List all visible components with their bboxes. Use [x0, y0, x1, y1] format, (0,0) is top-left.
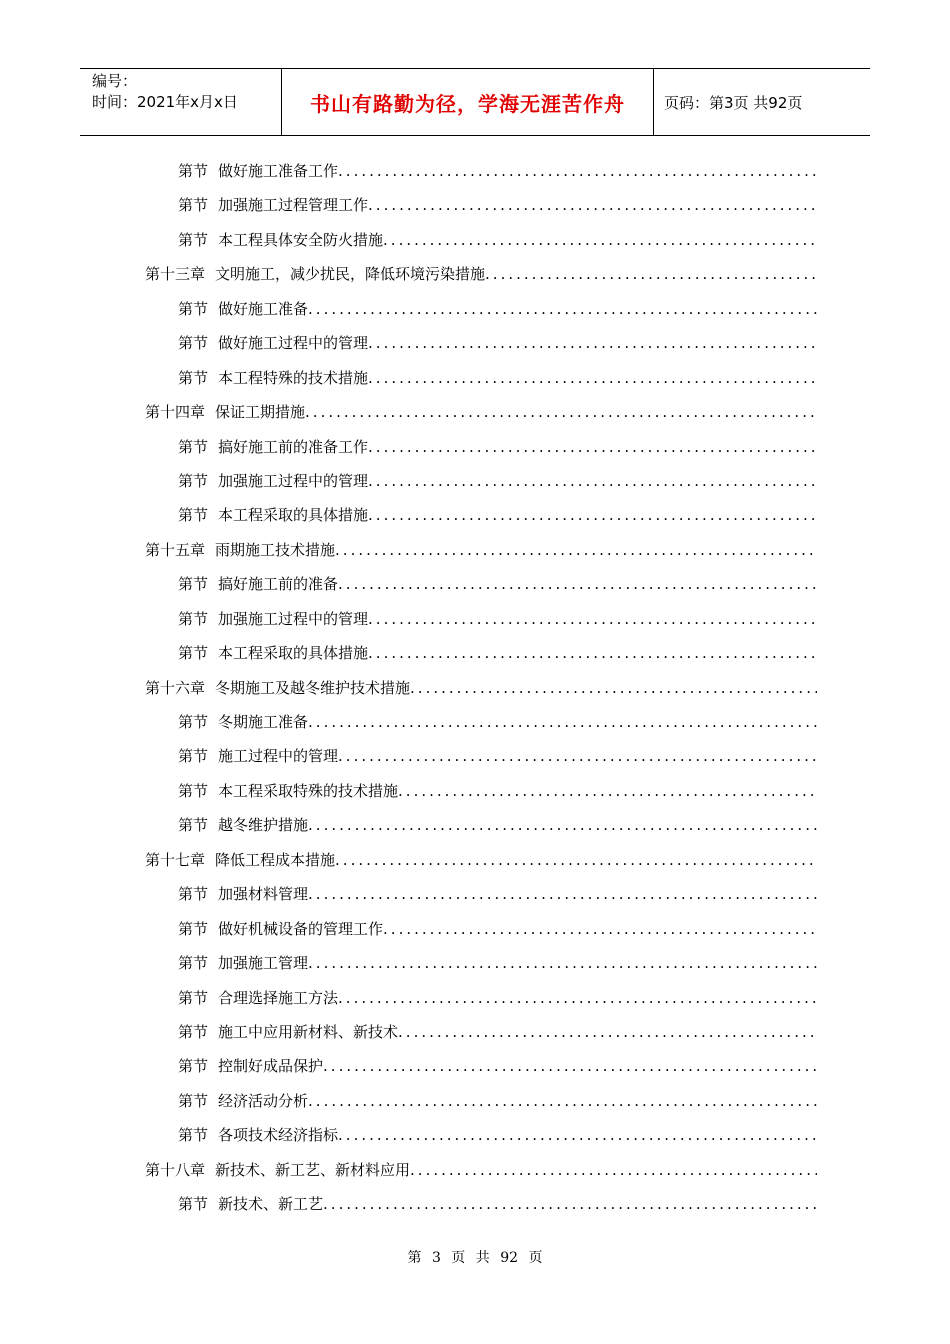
toc-section-row[interactable] [145, 602, 817, 636]
toc-dot-leader [338, 154, 817, 188]
toc-entry-title: 控制好成品保护 [218, 1057, 324, 1076]
toc-entry-label: 第节 [178, 506, 209, 525]
toc-dot-leader [368, 498, 817, 532]
toc-chapter-row[interactable] [145, 533, 817, 567]
toc-entry-title: 雨期施工技术措施 [215, 540, 336, 559]
toc-dot-leader [410, 671, 817, 705]
toc-entry-label: 第节 [178, 230, 209, 249]
toc-dot-leader [398, 774, 817, 808]
toc-entry-title: 加强施工管理 [218, 954, 309, 973]
header-page-info: 页码：第3页 共92页 [664, 93, 803, 112]
header-motto-cell [282, 69, 654, 135]
toc-section-row[interactable] [145, 912, 817, 946]
header-page-info-cell [654, 69, 870, 135]
toc-dot-leader [338, 739, 817, 773]
toc-section-row[interactable] [145, 705, 817, 739]
page-header [80, 68, 870, 136]
time-label: 时间：2021年x月x日 [92, 93, 238, 111]
toc-section-row[interactable] [145, 636, 817, 670]
toc-entry-title: 搞好施工前的准备工作 [218, 437, 369, 456]
toc-entry-title: 保证工期措施 [215, 403, 306, 422]
toc-section-row[interactable] [145, 946, 817, 980]
toc-dot-leader [368, 188, 817, 222]
toc-dot-leader [323, 1049, 817, 1083]
toc-entry-label: 第十八章 [145, 1160, 206, 1179]
toc-entry-label: 第节 [178, 747, 209, 766]
toc-section-row[interactable] [145, 430, 817, 464]
toc-entry-label: 第节 [178, 196, 209, 215]
toc-dot-leader [410, 1153, 817, 1187]
toc-chapter-row[interactable] [145, 1153, 817, 1187]
toc-entry-title: 冬期施工准备 [218, 713, 309, 731]
toc-section-row[interactable] [145, 567, 817, 601]
toc-dot-leader [335, 843, 817, 877]
toc-entry-label: 第十四章 [145, 403, 206, 422]
toc-section-row[interactable] [145, 1118, 817, 1152]
toc-entry-label: 第节 [178, 437, 209, 456]
toc-entry-title: 文明施工，减少扰民，降低环境污染措施 [215, 265, 486, 284]
toc-entry-label: 第节 [178, 334, 209, 353]
toc-dot-leader [485, 257, 817, 291]
toc-chapter-row[interactable] [145, 671, 817, 705]
toc-dot-leader [338, 981, 817, 1015]
toc-entry-label: 第节 [178, 954, 209, 973]
toc-entry-title: 本工程采取的具体措施 [218, 506, 369, 525]
toc-entry-title: 本工程采取的具体措施 [218, 644, 369, 663]
toc-entry-title: 做好施工过程中的管理 [218, 334, 369, 353]
toc-entry-title: 做好施工准备 [218, 299, 309, 318]
toc-entry-title: 新技术、新工艺 [218, 1195, 324, 1214]
toc-entry-title: 冬期施工及越冬维护技术措施 [215, 678, 411, 697]
toc-section-row[interactable] [145, 464, 817, 498]
toc-section-row[interactable] [145, 1049, 817, 1083]
toc-entry-label: 第节 [178, 988, 209, 1007]
toc-entry-label: 第节 [178, 781, 209, 800]
toc-entry-label: 第节 [178, 1195, 209, 1214]
table-of-contents [145, 154, 817, 1222]
toc-dot-leader [368, 430, 817, 464]
toc-section-row[interactable] [145, 1015, 817, 1049]
toc-entry-label: 第十七章 [145, 850, 206, 869]
toc-entry-label: 第节 [178, 713, 209, 731]
toc-section-row[interactable] [145, 188, 817, 222]
toc-entry-title: 新技术、新工艺、新材料应用 [215, 1160, 411, 1179]
toc-section-row[interactable] [145, 1084, 817, 1118]
toc-entry-label: 第节 [178, 471, 209, 490]
toc-dot-leader [338, 567, 817, 601]
toc-dot-leader [368, 326, 817, 360]
toc-entry-label: 第节 [178, 609, 209, 628]
toc-entry-title: 合理选择施工方法 [218, 988, 339, 1007]
toc-dot-leader [308, 877, 817, 911]
toc-dot-leader [308, 705, 817, 739]
toc-dot-leader [368, 464, 817, 498]
toc-dot-leader [308, 292, 817, 326]
number-label: 编号： [92, 72, 138, 90]
toc-entry-label: 第节 [178, 816, 209, 835]
toc-dot-leader [338, 1118, 817, 1152]
toc-entry-title: 越冬维护措施 [218, 816, 309, 835]
toc-section-row[interactable] [145, 877, 817, 911]
toc-dot-leader [308, 808, 817, 842]
toc-entry-title: 加强施工过程中的管理 [218, 471, 369, 490]
toc-entry-title: 加强施工过程中的管理 [218, 609, 369, 628]
toc-entry-title: 加强材料管理 [218, 885, 309, 904]
toc-entry-label: 第节 [178, 368, 209, 387]
toc-dot-leader [368, 361, 817, 395]
toc-section-row[interactable] [145, 808, 817, 842]
toc-entry-title: 做好施工准备工作 [218, 162, 339, 180]
header-motto: 书山有路勤为径，学海无涯苦作舟 [310, 91, 625, 116]
toc-dot-leader [398, 1015, 817, 1049]
toc-entry-label: 第节 [178, 1057, 209, 1076]
toc-entry-title: 各项技术经济指标 [218, 1126, 339, 1145]
toc-entry-title: 本工程采取特殊的技术措施 [218, 781, 399, 800]
toc-entry-title: 加强施工过程管理工作 [218, 196, 369, 215]
toc-dot-leader [308, 1084, 817, 1118]
toc-dot-leader [305, 395, 817, 429]
toc-chapter-row[interactable] [145, 395, 817, 429]
toc-dot-leader [308, 946, 817, 980]
toc-entry-title: 本工程具体安全防火措施 [218, 230, 384, 249]
toc-entry-label: 第节 [178, 299, 209, 318]
toc-entry-title: 施工中应用新材料、新技术 [218, 1022, 399, 1041]
toc-entry-label: 第节 [178, 575, 209, 594]
toc-section-row[interactable] [145, 223, 817, 257]
toc-entry-label: 第十三章 [145, 265, 206, 284]
toc-entry-title: 经济活动分析 [218, 1091, 309, 1110]
toc-section-row[interactable] [145, 154, 817, 188]
toc-entry-label: 第节 [178, 1126, 209, 1145]
toc-entry-label: 第节 [178, 1022, 209, 1041]
toc-section-row[interactable] [145, 498, 817, 532]
toc-entry-label: 第十六章 [145, 678, 206, 697]
header-meta [80, 69, 282, 135]
toc-dot-leader [368, 636, 817, 670]
toc-entry-label: 第节 [178, 1091, 209, 1110]
toc-dot-leader [383, 912, 817, 946]
toc-entry-label: 第节 [178, 885, 209, 904]
toc-entry-label: 第节 [178, 919, 209, 938]
toc-dot-leader [383, 223, 817, 257]
toc-entry-title: 搞好施工前的准备 [218, 575, 339, 594]
toc-chapter-row[interactable] [145, 843, 817, 877]
toc-section-row[interactable] [145, 1187, 817, 1221]
toc-entry-label: 第节 [178, 644, 209, 663]
page-footer: 第 3 页 共 92 页 [407, 1250, 543, 1266]
toc-entry-title: 施工过程中的管理 [218, 747, 339, 766]
toc-chapter-row[interactable] [145, 257, 817, 291]
toc-section-row[interactable] [145, 326, 817, 360]
toc-dot-leader [323, 1187, 817, 1221]
toc-section-row[interactable] [145, 292, 817, 326]
toc-entry-label: 第节 [178, 162, 209, 180]
toc-entry-title: 本工程特殊的技术措施 [218, 368, 369, 387]
toc-section-row[interactable] [145, 361, 817, 395]
toc-section-row[interactable] [145, 774, 817, 808]
toc-entry-title: 做好机械设备的管理工作 [218, 919, 384, 938]
toc-entry-label: 第十五章 [145, 540, 206, 559]
toc-dot-leader [335, 533, 817, 567]
toc-section-row[interactable] [145, 981, 817, 1015]
toc-section-row[interactable] [145, 739, 817, 773]
toc-entry-title: 降低工程成本措施 [215, 850, 336, 869]
toc-dot-leader [368, 602, 817, 636]
